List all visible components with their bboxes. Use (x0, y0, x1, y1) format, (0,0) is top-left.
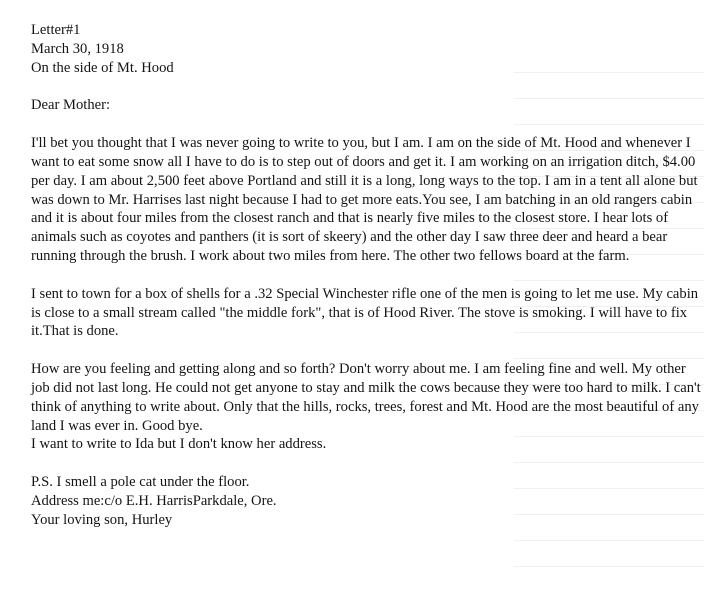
salutation: Dear Mother: (31, 97, 111, 114)
paragraph-3: How are you feeling and getting along and so forth? Don't worry about me. I am feeling fine and well. My other job did not last long. He could not get anyone to stay and milk the cows because they were too hard to milk. I can't think of anything to write about. Only that the hills, rocks, trees, forest and Mt. Hood are the most beautiful of any land I was ever in. Good bye. (31, 361, 701, 434)
spacer (31, 266, 703, 285)
paragraph-2: I sent to town for a box of shells for a .32 Special Winchester rifle one of the men is going to let me use. My cabin is close to a small stream called "the middle fork", that is of Hood River. The stove is smoking. I will have to fix it.That is done. (31, 285, 699, 340)
paragraph-1: I'll bet you thought that I was never going to write to you, but I am. I am on the side of Mt. Hood and whenever I want to eat some snow all I have to do is to step out of doors and get it. I am working on an irrigation ditch, $4.00 per day. I am about 2,500 feet above Portland and still it is a long, long ways to the top. I am in a tent all alone but was down to Mr. Harrises last night because I had to get more eats.You see, I am batching in an old rangers cabin and it is about four miles from the closest ranch and that is nearly five miles to the closest store. I hear lots of animals such as coyotes and panthers (it is sort of skeery) and the other day I saw three deer and heard a bear running through the brush. I work about two miles from here. The other two fellows board at the farm. (31, 135, 698, 264)
letter-number: Letter#1 (31, 22, 81, 38)
spacer (31, 77, 703, 96)
letter-place: On the side of Mt. Hood (31, 59, 174, 76)
closing: Your loving son, Hurley (31, 511, 173, 528)
letter-body (31, 21, 703, 530)
postscript: P.S. I smell a pole cat under the floor. (31, 474, 250, 491)
spacer (31, 115, 703, 134)
letter-date: March 30, 1918 (31, 40, 124, 57)
spacer (31, 454, 703, 473)
ida-line: I want to write to Ida but I don't know her address. (31, 436, 327, 453)
address-line: Address me:c/o E.H. HarrisParkdale, Ore. (31, 492, 277, 509)
spacer (31, 341, 703, 360)
